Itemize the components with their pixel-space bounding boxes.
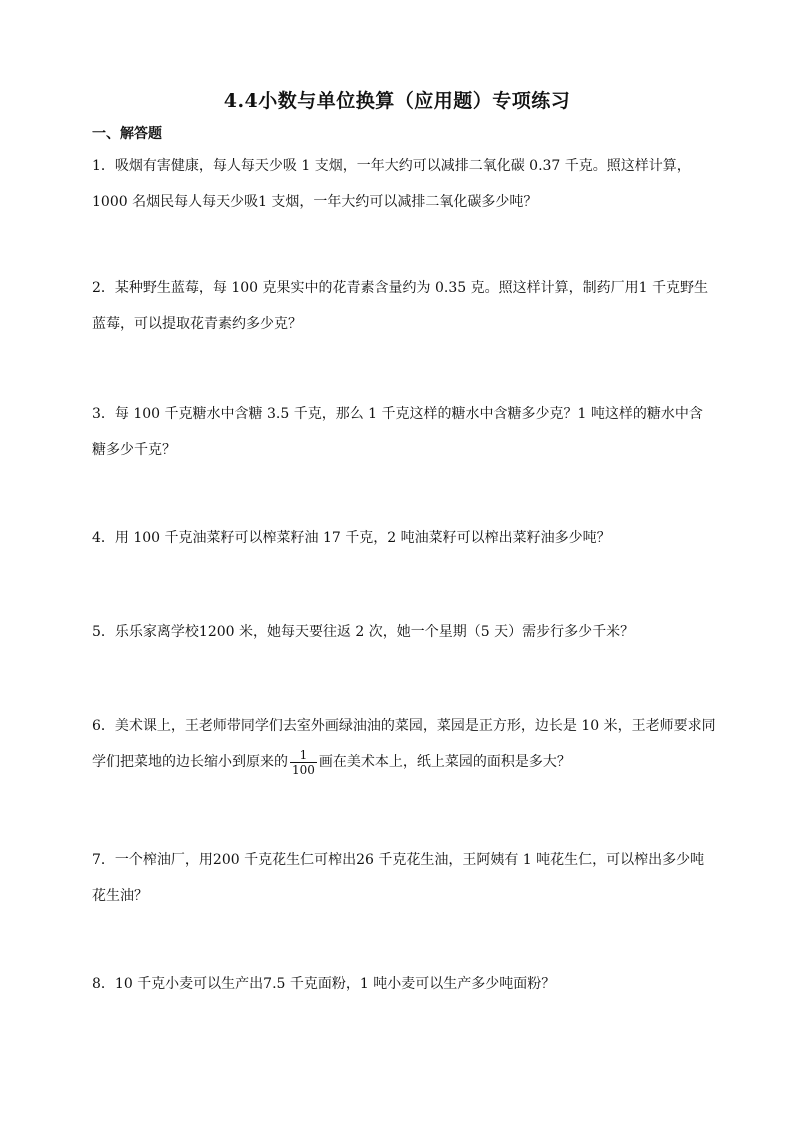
fraction [290, 748, 317, 777]
question-6-text-before: 6．美术课上，王老师带同学们去室外画绿油油的菜园，菜园是正方形，边长是 10 米，王老师要求同学们把菜地的边长缩小到原来的 [92, 718, 716, 770]
question-2: 2．某种野生蓝莓，每 100 克果实中的花青素含量约为 0.35 克。照这样计算，制药厂用1 千克野生蓝莓，可以提取花青素约多少克？ [92, 280, 708, 332]
question-3: 3．每 100 千克糖水中含糖 3.5 千克，那么 1 千克这样的糖水中含糖多少克？1 吨这样的糖水中含糖多少千克？ [92, 406, 703, 458]
question-6 [92, 708, 716, 780]
question-4: 4．用 100 千克油菜籽可以榨菜籽油 17 千克，2 吨油菜籽可以榨出菜籽油多少吨？ [92, 530, 611, 546]
question-7: 7．一个榨油厂，用200 千克花生仁可榨出26 千克花生油，王阿姨有 1 吨花生仁，可以榨出多少吨花生油？ [92, 852, 705, 904]
section-heading: 一、解答题 [92, 126, 162, 142]
question-5: 5．乐乐家离学校1200 米，她每天要往返 2 次，她一个星期（5 天）需步行多少千米？ [92, 624, 635, 640]
question-1: 1．吸烟有害健康，每人每天少吸 1 支烟，一年大约可以减排二氧化碳 0.37 千克。照这样计算，1000 名烟民每人每天少吸1 支烟，一年大约可以减排二氧化碳多少吨？ [92, 158, 691, 210]
fraction-denominator: 100 [292, 762, 315, 777]
question-6-text-after: 画在美术本上，纸上菜园的面积是多大？ [318, 754, 571, 770]
question-8: 8．10 千克小麦可以生产出7.5 千克面粉，1 吨小麦可以生产多少吨面粉？ [92, 976, 556, 992]
fraction-numerator: 1 [290, 748, 317, 763]
page-title: 4.4小数与单位换算（应用题）专项练习 [223, 90, 571, 112]
